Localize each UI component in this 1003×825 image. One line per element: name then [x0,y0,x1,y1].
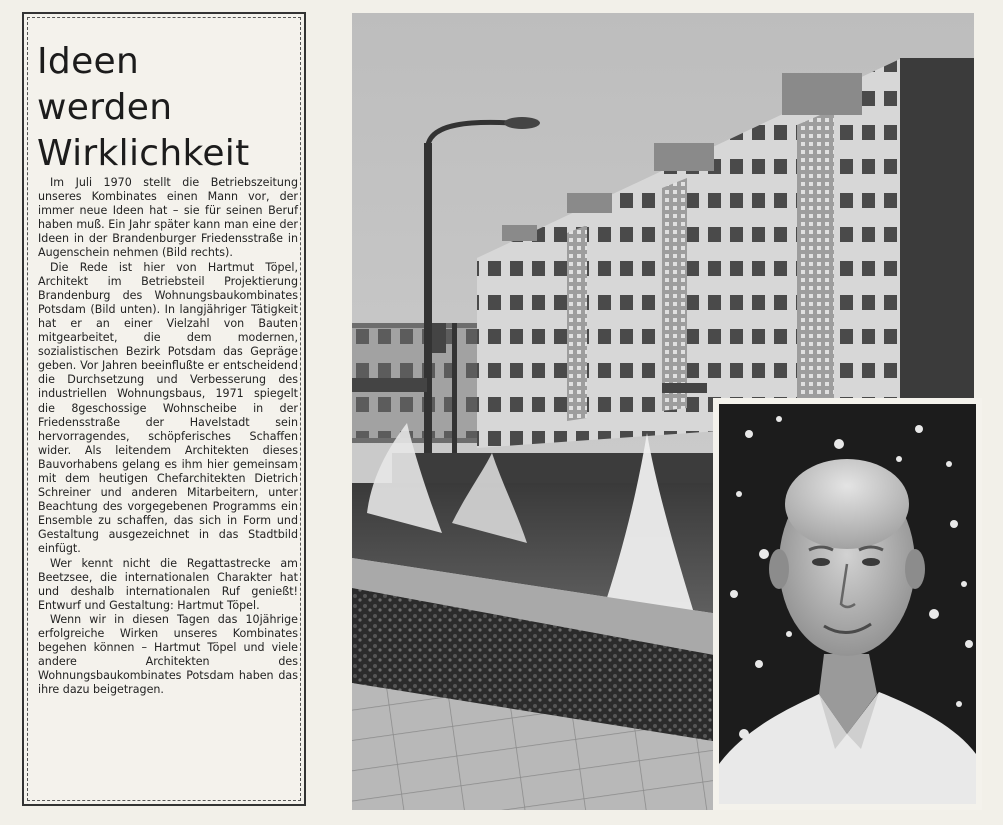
title-line-3: Wirklichkeit [37,133,250,174]
article-body [38,176,298,697]
title-line-2: werden [37,87,173,128]
portrait-photo [713,398,982,810]
paragraph-anniversary: Wenn wir in diesen Tagen das 10jährige erfolgreiche Wirken unseres Kombinates begehen können – Hartmut Töpel und viele andere Architekten des Wohnungsbaukombinates Potsdam haben das ihre dazu beigetragen. [38,612,298,697]
article-column [22,12,306,806]
portrait-photo-image [719,404,976,804]
paragraph-architect: Die Rede ist hier von Hartmut Töpel, Architekt im Betriebsteil Projektierung Brandenburg des Wohnungsbaukombinates Potsdam (Bild unten). In langjähriger Tätigkeit hat er an einer Vielzahl von Bauten mitgearbeitet, die dem modernen, sozialistischen Bezirk Potsdam das Gepräge geben. Vor Jahren beeinflußte er entscheidend die Durchsetzung und Verbesserung des industriellen Wohnungsbaus, 1971 spiegelt die 8geschossige Wohnscheibe in der Friedensstraße der Havelstadt sein hervorragendes, schöpferisches Schaffen wider. Als leitendem Architekten dieses Bauvorhabens gelang es ihm hier gemeinsam mit dem heutigen Chefarchitekten Dietrich Schreiner und anderen Mitarbeitern, unter Beachtung des vorgegebenen Programms ein Ensemble zu schaffen, das sich in Form und Gestaltung ausgezeichnet in das Stadtbild einfügt. [38,260,298,556]
paragraph-intro: Im Juli 1970 stellt die Betriebszeitung unseres Kombinates einen Mann vor, der immer neue Ideen hat – sie für seinen Beruf haben muß. Ein Jahr später kann man eine der Ideen in der Brandenburger Friedensstraße in Augenschein nehmen (Bild rechts). [38,176,298,260]
paragraph-regatta: Wer kennt nicht die Regattastrecke am Beetzsee, die internationalen Charakter hat und deshalb internationalen Ruf genießt! Entwurf und Gestaltung: Hartmut Töpel. [38,556,298,612]
title-line-1: Ideen [37,41,140,82]
article-title [37,39,250,177]
